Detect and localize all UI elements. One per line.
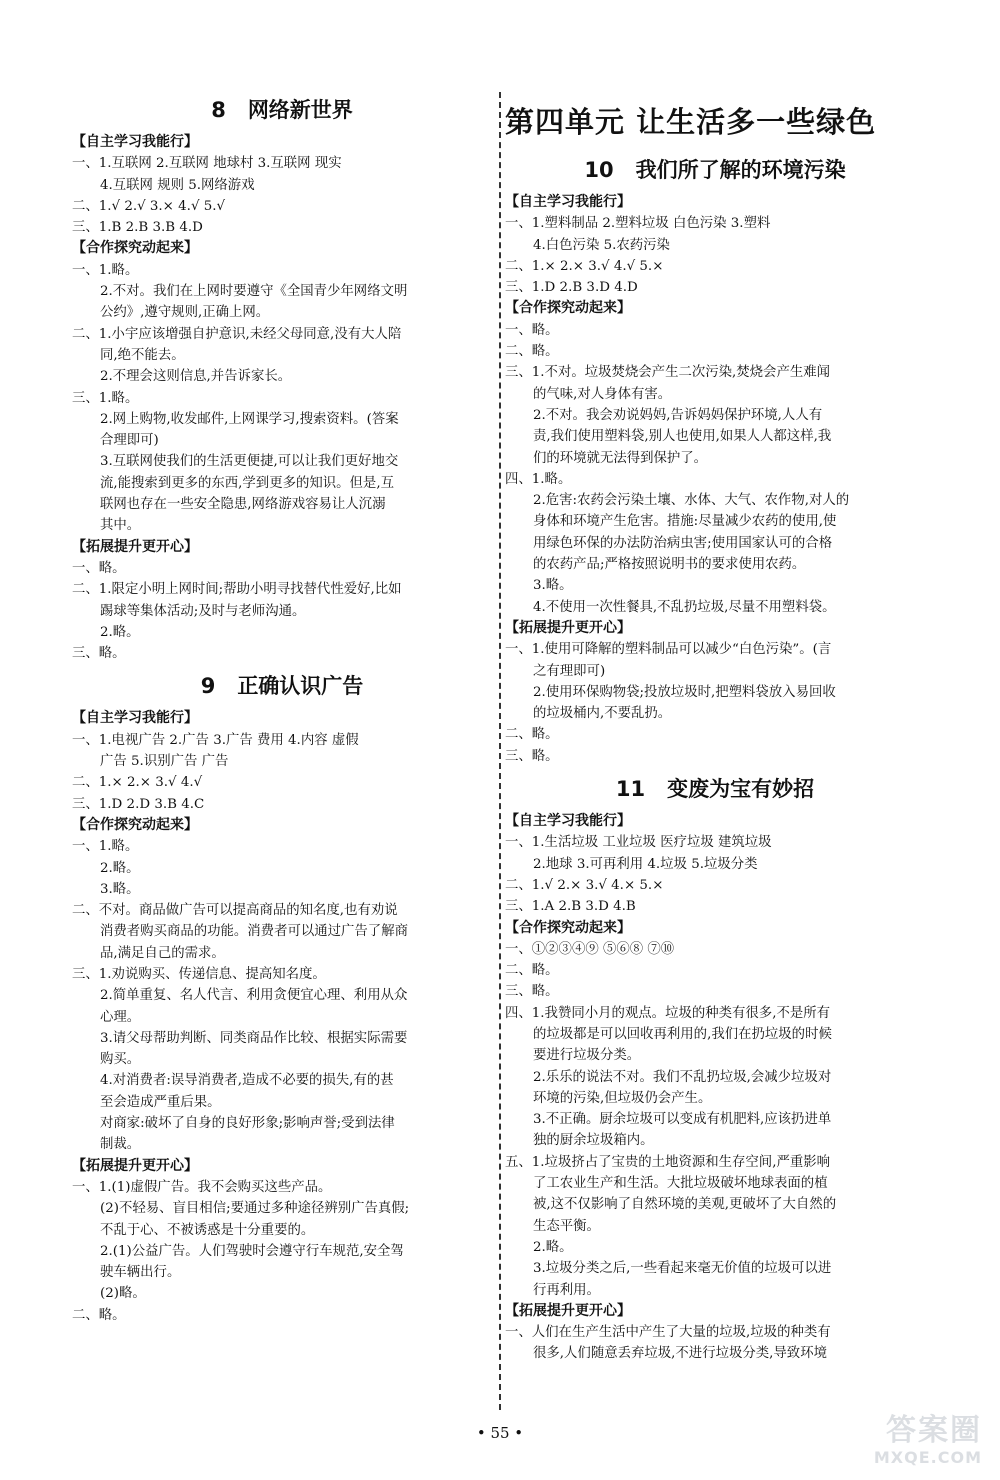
section-heading: 【自主学习我能行】 xyxy=(72,134,198,150)
answer-line: 2.略。 xyxy=(533,1239,573,1255)
section-heading: 【拓展提升更开心】 xyxy=(505,1302,631,1319)
section-heading: 【自主学习我能行】 xyxy=(505,813,631,830)
answer-line: 二、略。 xyxy=(505,344,559,360)
answer-line: 购买。 xyxy=(100,1052,141,1068)
answer-line: 一、1.电视广告 2.广告 3.广告 费用 4.内容 虚假 xyxy=(72,732,359,748)
answer-line: 一、略。 xyxy=(505,322,559,338)
lesson-number: 8 xyxy=(211,98,226,122)
answer-line: 了工农业生产和生活。大批垃圾破坏地球表面的植 xyxy=(533,1176,828,1192)
section-heading: 【拓展提升更开心】 xyxy=(72,1157,198,1174)
answer-line: 二、略。 xyxy=(505,963,559,979)
answer-line: 2.地球 3.可再利用 4.垃圾 5.垃圾分类 xyxy=(533,856,758,872)
answer-line: 一、1.互联网 2.互联网 地球村 3.互联网 现实 xyxy=(72,156,342,172)
answer-line: 4.对消费者:误导消费者,造成不必要的损失,有的甚 xyxy=(100,1073,394,1089)
answer-line: 的垃圾都是可以回收再利用的,我们在扔垃圾的时候 xyxy=(533,1026,832,1042)
answer-line: (2)不轻易、盲目相信;要通过多种途径辨别广告真假; xyxy=(100,1201,410,1217)
answer-line: 二、1.√ 2.× 3.√ 4.× 5.× xyxy=(505,877,664,893)
answer-line: 2.乐乐的说法不对。我们不乱扔垃圾,会减少垃圾对 xyxy=(533,1069,832,1085)
right-column xyxy=(505,88,925,1365)
answer-line: 公约》,遵守规则,正确上网。 xyxy=(100,305,270,321)
section-heading: 【拓展提升更开心】 xyxy=(72,538,198,555)
lesson-title xyxy=(505,148,925,192)
answer-line: 一、1.略。 xyxy=(72,262,139,278)
answer-line: 4.不使用一次性餐具,不乱扔垃圾,尽量不用塑料袋。 xyxy=(533,599,836,615)
answer-line: 一、1.生活垃圾 工业垃圾 医疗垃圾 建筑垃圾 xyxy=(505,835,772,851)
answer-line: 三、略。 xyxy=(505,748,559,764)
answer-line: 2.(1)公益广告。人们驾驶时会遵守行车规范,安全驾 xyxy=(100,1243,404,1259)
answer-line: 三、1.B 2.B 3.B 4.D xyxy=(72,220,203,236)
answer-line: 2.不对。我们在上网时要遵守《全国青少年网络文明 xyxy=(100,284,408,300)
section-heading: 【拓展提升更开心】 xyxy=(505,619,631,636)
answer-line: 之有理即可) xyxy=(533,663,606,679)
answer-line: 2.网上购物,收发邮件,上网课学习,搜索资料。(答案 xyxy=(100,411,399,427)
watermark-text: 答案圈 xyxy=(886,1413,982,1448)
section-heading: 【合作探究动起来】 xyxy=(505,300,631,317)
answer-line: 3.互联网使我们的生活更便捷,可以让我们更好地交 xyxy=(100,454,399,470)
answer-line: 三、1.A 2.B 3.D 4.B xyxy=(505,899,636,915)
lesson-number: 10 xyxy=(584,158,614,182)
answer-line: 三、略。 xyxy=(72,646,126,662)
answer-line: 三、1.劝说购买、传递信息、提高知名度。 xyxy=(72,966,326,982)
answer-line: 二、1.小宇应该增强自护意识,未经父母同意,没有大人陪 xyxy=(72,326,402,342)
answer-line: 二、略。 xyxy=(505,727,559,743)
answer-line: 三、1.略。 xyxy=(72,390,139,406)
answer-line: 三、1.D 2.B 3.D 4.D xyxy=(505,280,638,296)
answer-line: 的农药产品;严格按照说明书的要求使用农药。 xyxy=(533,557,806,573)
answer-line: 行再利用。 xyxy=(533,1282,600,1298)
answer-line: 制裁。 xyxy=(100,1137,141,1153)
answer-line: 四、1.我赞同小月的观点。垃圾的种类有很多,不是所有 xyxy=(505,1005,831,1021)
answer-line: 至会造成严重后果。 xyxy=(100,1094,221,1110)
answer-line: 品,满足自己的需求。 xyxy=(100,945,225,961)
answer-line: 一、1.略。 xyxy=(72,839,139,855)
answer-line: 一、人们在生产生活中产生了大量的垃圾,垃圾的种类有 xyxy=(505,1325,831,1341)
answer-line: 4.互联网 规则 5.网络游戏 xyxy=(100,177,255,193)
answer-line: 用绿色环保的办法防治病虫害;使用国家认可的合格 xyxy=(533,535,833,551)
answer-line: 三、略。 xyxy=(505,984,559,1000)
answer-line: 被,这不仅影响了自然环境的美观,更破坏了大自然的 xyxy=(533,1197,837,1213)
answer-line: 环境的污染,但垃圾仍会产生。 xyxy=(533,1090,712,1106)
answer-line: 对商家:破坏了自身的良好形象;影响声誉;受到法律 xyxy=(100,1116,395,1132)
lesson-name: 正确认识广告 xyxy=(237,674,364,699)
answer-line: 3.不正确。厨余垃圾可以变成有机肥料,应该扔进单 xyxy=(533,1112,832,1128)
answer-line: 五、1.垃圾挤占了宝贵的土地资源和生存空间,严重影响 xyxy=(505,1154,831,1170)
answer-line: 四、1.略。 xyxy=(505,471,572,487)
answer-line: 合理即可) xyxy=(100,433,159,449)
answer-line: 一、1.(1)虚假广告。我不会购买这些产品。 xyxy=(72,1179,332,1195)
lesson-title xyxy=(72,88,492,132)
answer-line: 踢球等集体活动;及时与老师沟通。 xyxy=(100,603,306,619)
section-heading: 【合作探究动起来】 xyxy=(72,240,198,257)
answer-line: 2.危害:农药会污染土壤、水体、大气、农作物,对人的 xyxy=(533,493,850,509)
answer-line: 生态平衡。 xyxy=(533,1218,600,1234)
answer-line: 二、1.× 2.× 3.√ 4.√ xyxy=(72,775,203,791)
section-heading: 【合作探究动起来】 xyxy=(505,919,631,936)
answer-line: (2)略。 xyxy=(100,1286,146,1302)
answer-line: 2.略。 xyxy=(100,860,140,876)
answer-line: 2.简单重复、名人代言、利用贪便宜心理、利用从众 xyxy=(100,988,408,1004)
answer-line: 同,绝不能去。 xyxy=(100,347,185,363)
answer-line: 一、1.塑料制品 2.塑料垃圾 白色污染 3.塑料 xyxy=(505,216,771,232)
answer-line: 很多,人们随意丢弃垃圾,不进行垃圾分类,导致环境 xyxy=(533,1346,827,1362)
answer-line: 责,我们使用塑料袋,别人也使用,如果人人都这样,我 xyxy=(533,429,832,445)
answer-line: 联网也存在一些安全隐患,网络游戏容易让人沉溺 xyxy=(100,497,386,513)
lesson-name: 变废为宝有妙招 xyxy=(667,777,815,802)
answer-line: 3.垃圾分类之后,一些看起来毫无价值的垃圾可以进 xyxy=(533,1261,832,1277)
answer-line: 流,能搜索到更多的东西,学到更多的知识。但是,互 xyxy=(100,475,394,491)
answer-line: 驶车辆出行。 xyxy=(100,1265,181,1281)
answer-line: 2.不理会这则信息,并告诉家长。 xyxy=(100,369,292,385)
answer-line: 三、1.D 2.D 3.B 4.C xyxy=(72,796,205,812)
answer-line: 广告 5.识别广告 广告 xyxy=(100,754,229,770)
lesson-title xyxy=(72,664,492,708)
answer-line: 的气味,对人身体有害。 xyxy=(533,386,672,402)
left-column xyxy=(72,88,492,1326)
answer-line: 们的环境就无法得到保护了。 xyxy=(533,450,708,466)
answer-line: 2.不对。我会劝说妈妈,告诉妈妈保护环境,人人有 xyxy=(533,407,823,423)
unit-title: 第四单元 让生活多一些绿色 xyxy=(505,105,877,139)
answer-line: 4.白色污染 5.农药污染 xyxy=(533,237,670,253)
answer-line: 心理。 xyxy=(100,1009,141,1025)
answer-line: 的垃圾桶内,不要乱扔。 xyxy=(533,706,672,722)
answer-line: 二、略。 xyxy=(72,1307,126,1323)
watermark-url: MXQE.COM xyxy=(873,1448,982,1467)
answer-line: 身体和环境产生危害。措施:尽量减少农药的使用,使 xyxy=(533,514,837,530)
answer-line: 2.略。 xyxy=(100,624,140,640)
lesson-name: 我们所了解的环境污染 xyxy=(635,158,846,182)
answer-line: 3.略。 xyxy=(100,881,140,897)
column-divider xyxy=(499,92,501,1410)
section-heading: 【自主学习我能行】 xyxy=(505,194,631,210)
answer-line: 其中。 xyxy=(100,518,141,534)
section-heading: 【合作探究动起来】 xyxy=(72,816,198,833)
answer-line: 要进行垃圾分类。 xyxy=(533,1048,641,1064)
lesson-title xyxy=(505,767,925,811)
lesson-name: 网络新世界 xyxy=(247,98,353,122)
answer-line: 3.请父母帮助判断、同类商品作比较、根据实际需要 xyxy=(100,1030,408,1046)
lesson-number: 9 xyxy=(200,674,216,699)
answer-line: 一、1.使用可降解的塑料制品可以减少“白色污染”。(言 xyxy=(505,642,832,658)
answer-line: 独的厨余垃圾箱内。 xyxy=(533,1133,654,1149)
lesson-number: 11 xyxy=(615,777,646,802)
section-heading: 【自主学习我能行】 xyxy=(72,710,198,727)
answer-line: 二、1.× 2.× 3.√ 4.√ 5.× xyxy=(505,258,664,274)
watermark-logo xyxy=(832,1414,982,1474)
answer-line: 一、略。 xyxy=(72,560,126,576)
answer-line: 一、①②③④⑨ ⑤⑥⑧ ⑦⑩ xyxy=(505,941,675,957)
answer-line: 二、1.√ 2.√ 3.× 4.√ 5.√ xyxy=(72,198,226,214)
answer-line: 3.略。 xyxy=(533,578,573,594)
answer-line: 消费者购买商品的功能。消费者可以通过广告了解商 xyxy=(100,924,408,940)
page-number: • 55 • xyxy=(476,1424,524,1442)
answer-line: 二、1.限定小明上网时间;帮助小明寻找替代性爱好,比如 xyxy=(72,582,402,598)
answer-line: 三、1.不对。垃圾焚烧会产生二次污染,焚烧会产生难闻 xyxy=(505,365,831,381)
answer-line: 不乱于心、不被诱惑是十分重要的。 xyxy=(100,1222,315,1238)
answer-line: 二、不对。商品做广告可以提高商品的知名度,也有劝说 xyxy=(72,903,398,919)
answer-line: 2.使用环保购物袋;投放垃圾时,把塑料袋放入易回收 xyxy=(533,684,836,700)
